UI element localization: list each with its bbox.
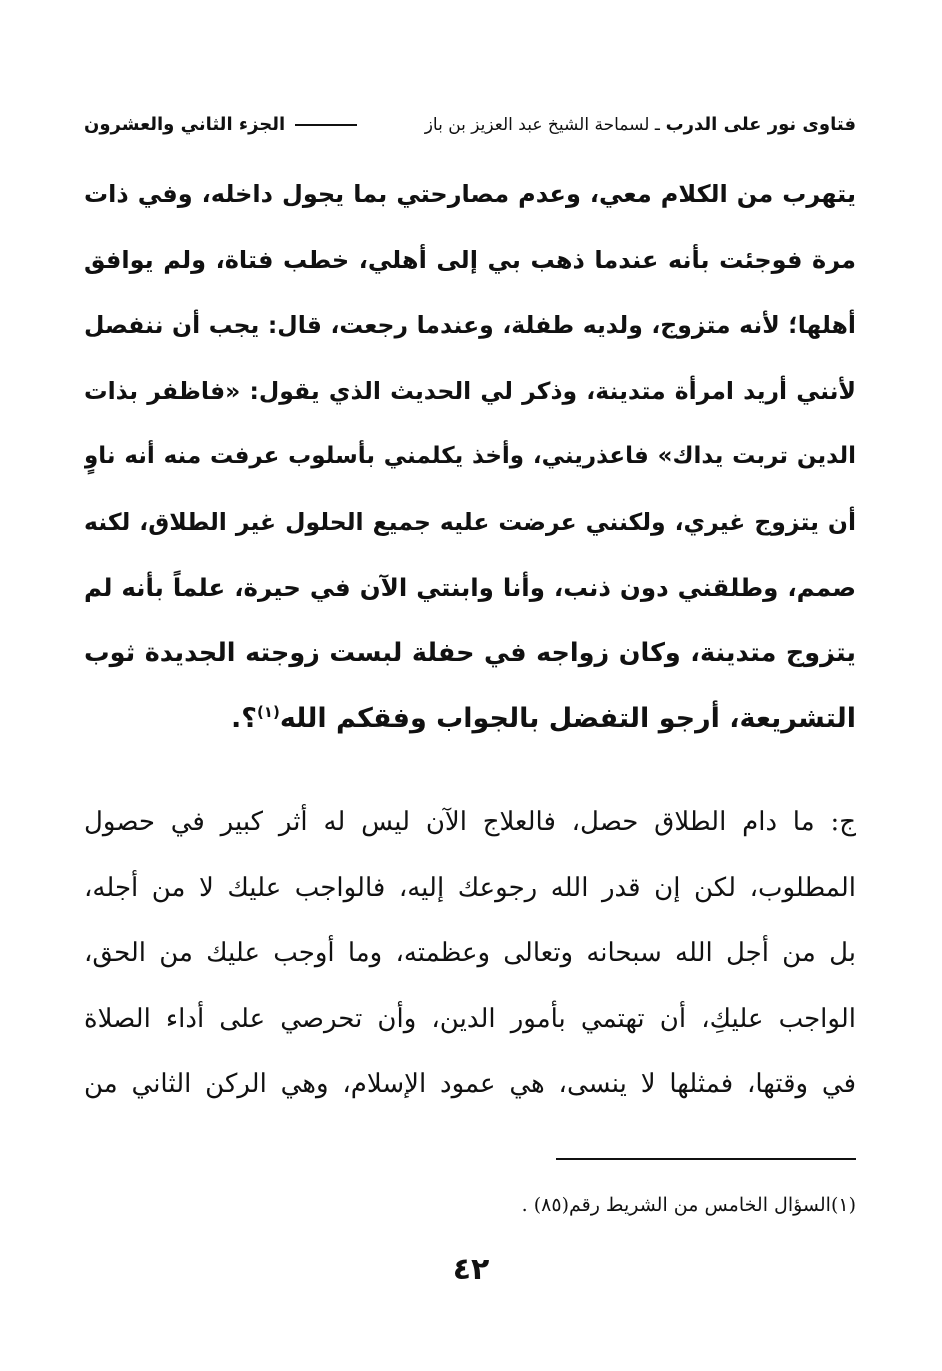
footnote: (١)السؤال الخامس من الشريط رقم(٨٥) . xyxy=(521,1194,856,1216)
header-part-group xyxy=(84,114,361,135)
question-line: مرة فوجئت بأنه عندما ذهب بي إلى أهلي، خطب فتاة، ولم يوافق xyxy=(84,245,856,274)
page-number: ٤٢ xyxy=(452,1252,490,1287)
question-line: أهلها؛ لأنه متزوج، ولديه طفلة، وعندما رجعت، قال: يجب أن ننفصل xyxy=(84,311,856,339)
header-book-title: فتاوى نور على الدرب xyxy=(665,113,856,135)
footnote-separator xyxy=(556,1158,856,1160)
answer-line: ج: ما دام الطلاق حصل، فالعلاج الآن ليس له أثر كبير في حصول xyxy=(84,807,856,837)
header-book-title-group xyxy=(425,114,856,135)
question-line: لأنني أريد امرأة متدينة، وذكر لي الحديث الذي يقول: «فاظفر بذات xyxy=(84,376,856,405)
question-line: الدين تربت يداك» فاعذريني، وأخذ يكلمني بأسلوب عرفت منه أنه ناوٍ xyxy=(84,443,856,469)
header-part: الجزء الثاني والعشرون xyxy=(84,113,286,135)
question-line: أن يتزوج غيري، ولكنني عرضت عليه جميع الحلول غير الطلاق، لكنه xyxy=(84,507,856,536)
answer-line: في وقتها، فمثلها لا ينسى، هي عمود الإسلام، وهي الركن الثاني من xyxy=(84,1069,856,1099)
answer-line: المطلوب، لكن إن قدر الله رجوعك إليه، فالواجب عليك لا من أجله، xyxy=(84,872,856,903)
answer-text xyxy=(84,790,856,1118)
question-end-punctuation: ؟. xyxy=(231,703,257,734)
question-text xyxy=(84,162,856,752)
question-last-line xyxy=(84,686,856,752)
question-line: يتزوج متدينة، وكان زواجه في حفلة لبست زوجته الجديدة ثوب xyxy=(84,637,856,668)
question-line: صمم، وطلقني دون ذنب، وأنا وابنتي الآن في حيرة، علماً بأنه لم xyxy=(84,573,856,602)
answer-line: الواجب عليكِ، أن تهتمي بأمور الدين، وأن تحرصي على أداء الصلاة xyxy=(84,1003,856,1034)
header-dash-line xyxy=(295,124,357,126)
running-header xyxy=(84,104,856,144)
answer-line: بل من أجل الله سبحانه وتعالى وعظمته، وما أوجب عليك من الحق، xyxy=(84,938,856,968)
question-line: يتهرب من الكلام معي، وعدم مصارحتي بما يجول داخله، وفي ذات xyxy=(84,180,856,208)
header-author: ـ لسماحة الشيخ عبد العزيز بن باز xyxy=(424,114,660,135)
footnote-reference-mark: (١) xyxy=(256,703,280,721)
question-last-line-text: التشريعة، أرجو التفضل بالجواب وفقكم الله xyxy=(279,703,856,734)
